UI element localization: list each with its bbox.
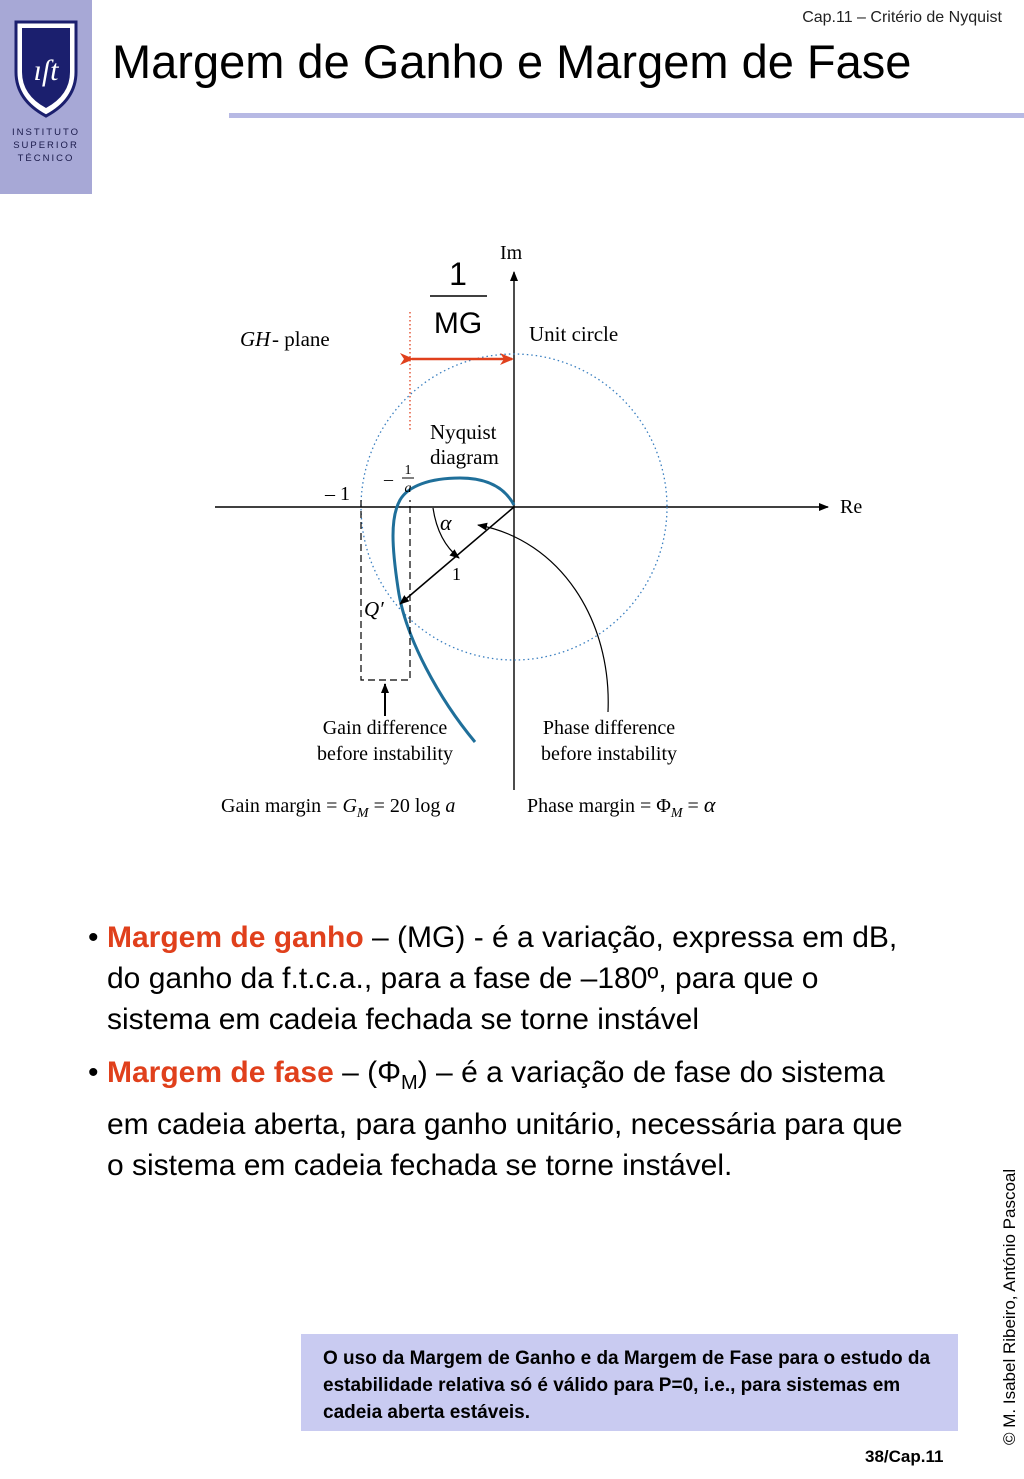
note-box: O uso da Margem de Ganho e da Margem de Fase para o estudo da estabilidade relativa só é válido para P=0, i.e., para sistemas em cadeia aberta estáveis.	[301, 1334, 958, 1431]
nyquist-label-line2: diagram	[430, 445, 499, 469]
phase-difference-arrow	[478, 525, 608, 712]
gh-plane-label-rest: - plane	[272, 327, 330, 351]
phase-margin-term: Margem de fase	[107, 1056, 334, 1089]
phase-difference-label-2: before instability	[540, 743, 678, 765]
bullet-phase-margin	[88, 1052, 918, 1186]
definition-list	[88, 917, 918, 1198]
minus-one-label: – 1	[325, 483, 350, 505]
phase-margin-formula: Phase margin = $\Phi_M = \alpha$	[527, 792, 716, 821]
phase-margin-definition: ) – é a variação de fase do sistema em cadeia aberta, para ganho unitário, necessária para que o sistema em cadeia fechada se torne instável.	[107, 1056, 903, 1182]
nyquist-label-line1: Nyquist	[430, 420, 497, 444]
minus-sign-label: –	[384, 469, 393, 489]
logo-text: INSTITUTO SUPERIOR TÉCNICO	[12, 127, 80, 164]
mg-denominator: MG	[433, 307, 483, 340]
gain-difference-label-2: before instability	[316, 743, 454, 765]
mg-numerator: 1	[449, 256, 467, 292]
gain-margin-term: Margem de ganho	[107, 921, 364, 954]
phase-margin-subscript: M	[401, 1072, 418, 1094]
unit-vector	[400, 507, 514, 604]
gain-margin-formula: Gain margin = $G_M = 20$ log a	[221, 795, 456, 821]
phase-margin-symbol: – (Φ	[333, 1056, 402, 1089]
page-number: 38/Cap.11	[865, 1447, 944, 1466]
unit-circle-label: Unit circle	[529, 322, 619, 346]
frac-one-label: 1	[404, 463, 412, 478]
q-prime-label: Q′	[364, 597, 384, 621]
svg-text:ıſt: ıſt	[33, 54, 59, 87]
gain-difference-label-1: Gain difference	[322, 717, 448, 739]
gain-margin-definition: – (MG) - é a variação, expressa em dB, do ganho da f.t.c.a., para a fase de –180º, para que o sistema em cadeia fechada se torne instável	[107, 921, 898, 1036]
im-label: Im	[500, 242, 523, 264]
bullet-dot: •	[88, 921, 99, 954]
nyquist-curve	[393, 478, 514, 742]
phase-difference-label-1: Phase difference	[542, 717, 676, 739]
gh-plane-label: GH	[240, 327, 271, 351]
copyright: © M. Isabel Ribeiro, António Pascoal	[1000, 1168, 1019, 1445]
bullet-gain-margin	[88, 917, 918, 1040]
page-title: Margem de Ganho e Margem de Fase	[112, 35, 912, 88]
re-label: Re	[840, 496, 863, 518]
radius-label: 1	[452, 564, 461, 584]
chapter-label: Cap.11 – Critério de Nyquist	[802, 9, 1002, 26]
bullet-dot: •	[88, 1056, 99, 1089]
frac-a-label: a	[404, 481, 412, 496]
alpha-label: α	[440, 510, 452, 535]
